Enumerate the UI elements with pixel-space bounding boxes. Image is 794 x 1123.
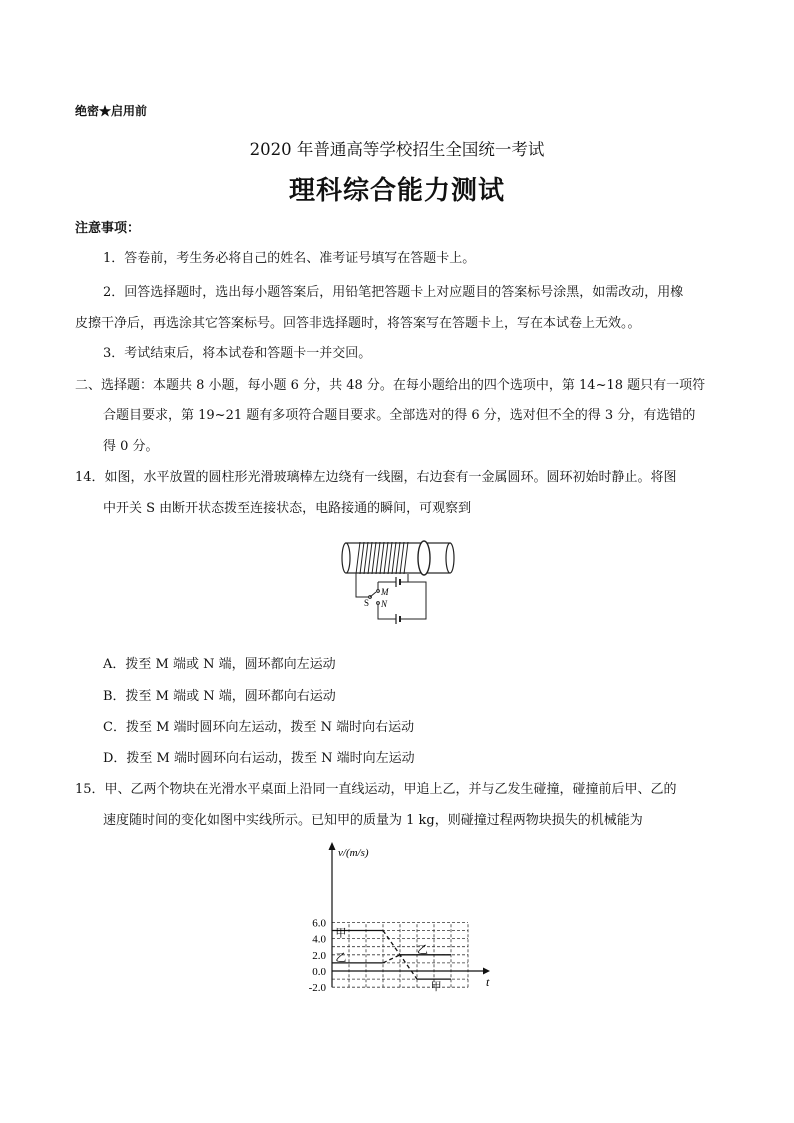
- chart-axes: [329, 842, 491, 987]
- switch-label: S: [364, 598, 370, 608]
- section-body: 本题共 8 小题，每小题 6 分，共 48 分。在每小题给出的四个选项中，第 14~18 题只有一项符: [153, 378, 706, 393]
- exam-subtitle: 2020 年普通高等学校招生全国统一考试: [249, 140, 545, 159]
- y-tick-label: 0.0: [312, 966, 326, 978]
- rod-right-end: [446, 543, 454, 573]
- q14-option-a: A．拨至 M 端或 N 端，圆环都向左运动: [103, 657, 336, 672]
- notice-heading: 注意事项：: [75, 221, 141, 236]
- notice-item: 皮擦干净后，再选涂其它答案标号。回答非选择题时，将答案写在答题卡上，写在本试卷上无效。。: [75, 316, 641, 331]
- y-axis-label: v/(m/s): [338, 847, 369, 859]
- q14-option-c: C．拨至 M 端时圆环向左运动，拨至 N 端时向右运动: [103, 720, 415, 735]
- y-tick-label: 2.0: [312, 949, 326, 962]
- series-label-yi: 乙: [335, 951, 347, 964]
- notice-item: 1．答卷前，考生务必将自己的姓名、准考证号填写在答题卡上。: [103, 251, 476, 266]
- coil-circuit-figure: [340, 535, 460, 625]
- series-label-jia: 甲: [430, 981, 442, 994]
- q14-stem: 中开关 S 由断开状态拨至连接状态，电路接通的瞬间，可观察到: [103, 501, 472, 516]
- notice-item: 3．考试结束后，将本试卷和答题卡一并交回。: [103, 346, 372, 361]
- battery-icon: [396, 577, 400, 624]
- q14-option-d: D．拨至 M 端时圆环向右运动，拨至 N 端时向左运动: [103, 751, 415, 766]
- secret-label: 绝密★启用前: [75, 104, 148, 118]
- coil: [356, 542, 408, 574]
- circuit-wires: [356, 574, 426, 619]
- y-tick-label: 4.0: [312, 933, 326, 946]
- y-tick-label: 6.0: [312, 917, 326, 930]
- rod-left-end: [342, 543, 350, 573]
- section-line: 得 0 分。: [103, 439, 159, 454]
- q14-option-b: B．拨至 M 端或 N 端，圆环都向右运动: [103, 689, 336, 704]
- y-tick-labels: [309, 917, 327, 994]
- y-tick-label: -2.0: [308, 982, 326, 995]
- section-heading: [75, 374, 705, 393]
- terminal-m-label: M: [381, 587, 389, 597]
- exam-title: 理科综合能力测试: [288, 176, 505, 206]
- terminal-n-label: N: [381, 599, 388, 609]
- q15-stem: 速度随时间的变化如图中实线所示。已知甲的质量为 1 kg，则碰撞过程两物块损失的机械能为: [103, 813, 643, 828]
- notice-item: 2．回答选择题时，选出每小题答案后，用铅笔把答题卡上对应题目的答案标号涂黑，如需改动，用橡: [103, 285, 684, 300]
- switch-icon: [369, 590, 380, 605]
- velocity-time-chart: [295, 840, 510, 1015]
- x-axis-label: t: [486, 975, 490, 989]
- section-line: 合题目要求，第 19~21 题有多项符合题目要求。全部选对的得 6 分，选对但不全的得 3 分，有选错的: [103, 408, 696, 423]
- series-label-jia: 甲: [335, 927, 347, 940]
- series-line: [383, 955, 400, 963]
- metal-ring: [418, 541, 430, 575]
- q14-stem: 14．如图，水平放置的圆柱形光滑玻璃棒左边绕有一线圈，右边套有一金属圆环。圆环初始时静止。将图: [75, 470, 677, 485]
- q15-stem: 15．甲、乙两个物块在光滑水平桌面上沿同一直线运动，甲追上乙，并与乙发生碰撞，碰撞前后甲、乙的: [75, 782, 677, 797]
- section-prefix: 二、选择题：: [75, 378, 154, 393]
- series-label-yi: 乙: [417, 943, 428, 956]
